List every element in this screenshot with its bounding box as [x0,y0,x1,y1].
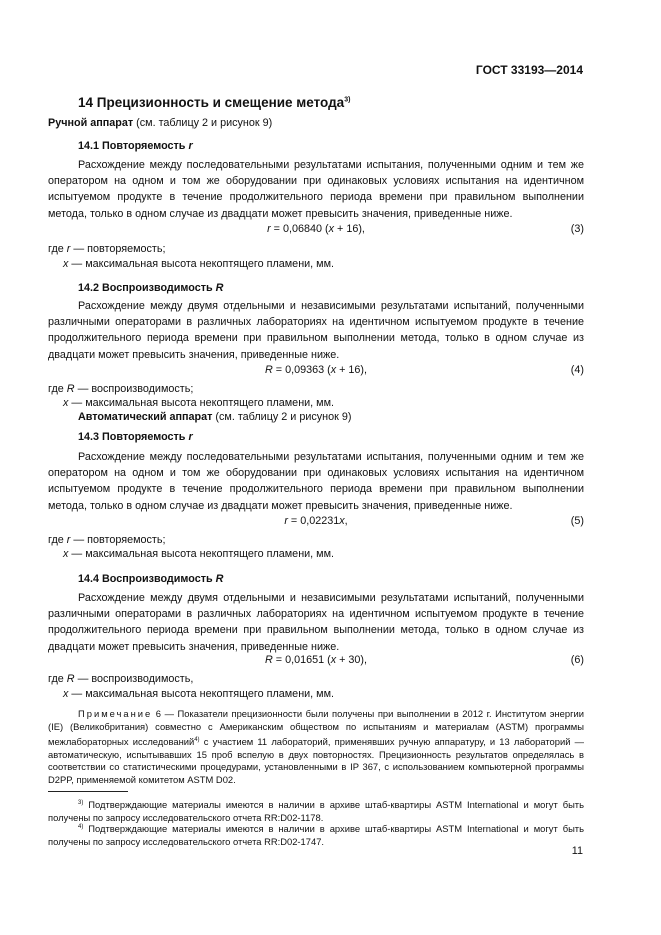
equation-number: (4) [570,364,584,376]
subsection-14-1-text: Расхождение между последовательными результатами испытания, полученными одним и тем же оператором на одном и том же оборудовании при одинаковых условиях испытания на идентичном испытуемом продукте в течение продолжительного периода времени при правильном выполнении метода, только в одном случае из двадцати может превысить значения, приведенные ниже. [48,159,584,220]
footnote-divider [48,791,128,792]
equation-number: (6) [570,654,584,666]
automatic-apparatus-line: Автоматический аппарат (см. таблицу 2 и рисунок 9) [78,411,352,423]
subsection-14-1-title: 14.1 Повторяемость r [78,140,193,152]
subsection-14-4-text: Расхождение между двумя отдельными и независимыми результатами испытаний, полученными различными операторами в различных лабораториях на идентичном испытуемом продукте в течение продолжительного периода времени при правильном выполнении метода, только в одном случае из двадцати может превысить значения, приведенные ниже. [48,592,584,653]
document-page: ГОСТ 33193—2014 14 Прецизионность и смещение метода$^{3)}$ Ручной аппарат (см. таблицу 2 и рисунок 9) 14.1 Повторяемость r Расхождение между последовательными результатами испытания, полученными одним и тем же оператором на одном и том же оборудовании при одинаковых условиях испытания на идентичном испытуемом продукте в течение продолжительного периода времени при правильном выполнении метода, только в одном случае из двадцати может превысить значения, приведенные ниже. r = 0,06840 (x + 16), (3) где r — повторяемость; x — максимальная высота некоптящего пламени, мм. 14.2 Воспроизводимость R Расхождение между двумя отдельными и независимыми результатами испытаний, полученными различными операторами в различных лабораториях на идентичном испытуемом продукте в течение продолжительного периода времени при правильном выполнении метода, только в одном случае из двадцати может превысить значения, приведенные ниже. R = 0,09363 (x + 16), (4) где R — воспроизводимость; x — максимальная высота некоптящего пламени, мм. Автоматический аппарат (см. таблицу 2 и рисунок 9) 14.3 Повторяемость r Расхождение между последовательными результатами испытания, полученными одним и тем же оператором на одном и том же оборудовании при одинаковых условиях испытания на идентичном испытуемом продукте в течение продолжительного периода времени при правильном выполнении метода, только в одном случае из двадцати может превысить значения, приведенные ниже. r = 0,02231x, (5) где r — повторяемость; x — максимальная высота некоптящего пламени, мм. 14.4 Воспроизводимость R Расхождение между двумя отдельными и независимыми результатами испытаний, полученными различными операторами в различных лабораториях на идентичном испытуемом продукте в течение продолжительного периода времени при правильном выполнении метода, только в одном случае из двадцати может превысить значения, приведенные ниже. R = 0,01651 (x + 30), (6) где R — воспроизводимость, x — максимальная высота некоптящего пламени, мм. Примечание 6 — Показатели прецизионности были получены при выполнении в 2012 г. Институтом энергии (IE) (Великобритания) совместно с Американским обществом по испытаниям и материалам (ASTM) программы межлабораторных исследований$^{4)}$ с участием 11 лабораторий, применявших ручную аппаратуру, и 13 лабораторий — автоматическую, испытывавших 15 проб вспелую в двух повторностях. Прецизионность результатов определялась в соответствии со статистическими процедурами, установленными в IP 367, с использованием компьютерной программы D2PP, применяемой комитетом ASTM D02. $^{3)}$ Подтверждающие материалы имеются в наличии в архиве штаб-квартиры ASTM International и могут быть получены по запросу исследовательского отчета RR:D02-1178. $^{4)}$ Подтверждающие материалы имеются в наличии в архиве штаб-квартиры ASTM International и могут быть получены по запросу исследовательского отчета RR:D02-1747. 11 [48,63,584,857]
equation-number: (3) [570,223,584,235]
page-number: 11 [571,845,583,857]
where-R: где R — воспроизводимость; [48,383,194,395]
section-title: 14 Прецизионность и смещение метода$^{3)}$ [78,95,351,110]
subsection-14-3-title: 14.3 Повторяемость r [78,431,193,443]
where-x: x — максимальная высота некоптящего пламени, мм. [63,397,335,409]
note-6: Примечание 6 — Показатели прецизионности были получены при выполнении в 2012 г. Институтом энергии (IE) (Великобритания) совместно с Американским обществом по испытаниям и материалам (ASTM) программы межлабораторных исследований$^{4)}$ с участием 11 лабораторий, применявших ручную аппаратуру, и 13 лабораторий — автоматическую, испытывавших 15 проб вспелую в двух повторностях. Прецизионность результатов определялась в соответствии со статистическими процедурами, установленными в IP 367, с использованием компьютерной программы D2PP, применяемой комитетом ASTM D02. [48,708,584,786]
where-R: где R — воспроизводимость, [48,673,194,685]
manual-apparatus-line: Ручной аппарат (см. таблицу 2 и рисунок 9) [48,117,273,129]
subsection-14-2-title: 14.2 Воспроизводимость R [78,282,224,294]
subsection-14-4-title: 14.4 Воспроизводимость R [78,573,224,585]
where-x: x — максимальная высота некоптящего пламени, мм. [63,548,335,560]
where-r: где r — повторяемость; [48,534,166,546]
standard-code: ГОСТ 33193—2014 [475,63,583,77]
equation-number: (5) [570,515,584,527]
footnote-4: $^{4)}$ Подтверждающие материалы имеются в наличии в архиве штаб-квартиры ASTM International и могут быть получены по запросу исследовательского отчета RR:D02-1747. [48,823,584,847]
where-x: x — максимальная высота некоптящего пламени, мм. [63,258,335,270]
where-r: где r — повторяемость; [48,243,166,255]
where-x: x — максимальная высота некоптящего пламени, мм. [63,688,335,700]
subsection-14-2-text: Расхождение между двумя отдельными и независимыми результатами испытаний, полученными различными операторами в различных лабораториях на идентичном испытуемом продукте в течение продолжительного периода времени при правильном выполнении метода, только в одном случае из двадцати может превысить значения, приведенные ниже. [48,300,584,361]
footnote-ref: 3) [344,96,351,104]
subsection-14-3-text: Расхождение между последовательными результатами испытания, полученными одним и тем же оператором на одном и том же оборудовании при одинаковых условиях испытания на идентичном испытуемом продукте в течение продолжительного периода времени при правильном выполнении метода, только в одном случае из двадцати может превысить значения, приведенные ниже. [48,451,584,512]
footnote-3: $^{3)}$ Подтверждающие материалы имеются в наличии в архиве штаб-квартиры ASTM International и могут быть получены по запросу исследовательского отчета RR:D02-1178. [48,799,584,823]
